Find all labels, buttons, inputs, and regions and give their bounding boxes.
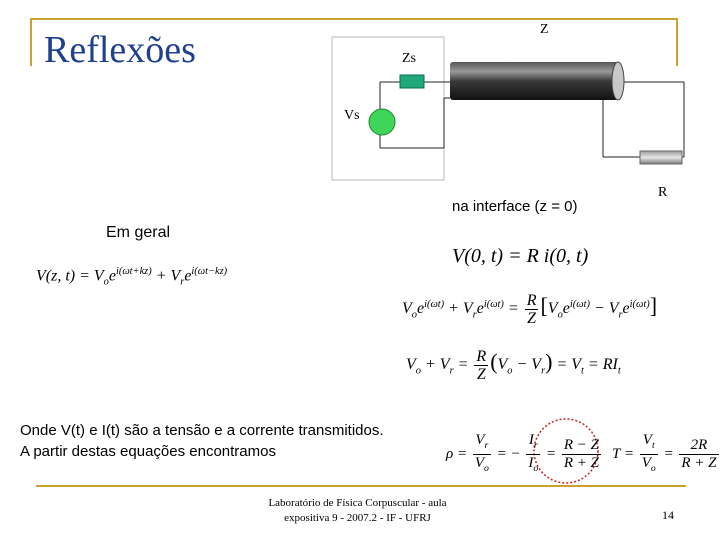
vs-source: [369, 109, 395, 135]
label-zs: Zs: [402, 51, 416, 66]
zs-resistor: [400, 75, 424, 88]
em-geral-label: Em geral: [106, 224, 171, 241]
label-vs: Vs: [344, 108, 360, 123]
body-line-2: A partir destas equações encontramos: [20, 443, 276, 460]
transmission-coefficient-equation: T = $\frac{V_t}{V_o}$ = $\frac{2R}{R + Z}$: [612, 432, 720, 477]
page-number: 14: [662, 508, 674, 522]
label-r: R: [658, 185, 668, 200]
general-voltage-equation: V(z, $t) = V_oe^{i(\omega t+kz)} + V_re^{i(\omega t-kz)}$: [36, 266, 228, 288]
footer-text: [245, 496, 470, 526]
cable-end: [612, 62, 624, 100]
result-equation: $V_o + V_r$ = $\frac{R}{Z}$ $(V_o - V_r) = V_t = RI_t$: [406, 348, 621, 383]
coaxial-cable: [450, 62, 620, 100]
load-resistor: [640, 151, 682, 164]
interface-caption: na interface (z = 0): [452, 198, 578, 215]
label-z: Z: [540, 22, 549, 37]
footer-line-2: expositiva 9 - 2007.2 - IF - UFRJ: [284, 512, 431, 524]
substituted-equation: $V_oe^{i(\omega t)} + V_re^{i(\omega t)}$ = $\frac{R}{Z}$ $[V_oe^{i(\omega t)} - V_re^{i(\omega t)}]$: [402, 292, 658, 327]
body-line-1: Onde V(t) e I(t) são a tensão e a corrente transmitidos.: [20, 422, 384, 439]
body-text: [20, 420, 384, 462]
footer-line-1: Laboratório de Física Corpuscular - aula: [268, 497, 447, 509]
slide-title: Reflexões: [44, 29, 196, 71]
reflection-coefficient-equation: ρ = $\frac{V_r}{V_o}$ = − $\frac{I_r}{I_o}$ = $\frac{R - Z}{R + Z}$: [446, 432, 603, 477]
boundary-condition-equation: V(0, t) = R i(0, t): [452, 245, 589, 267]
